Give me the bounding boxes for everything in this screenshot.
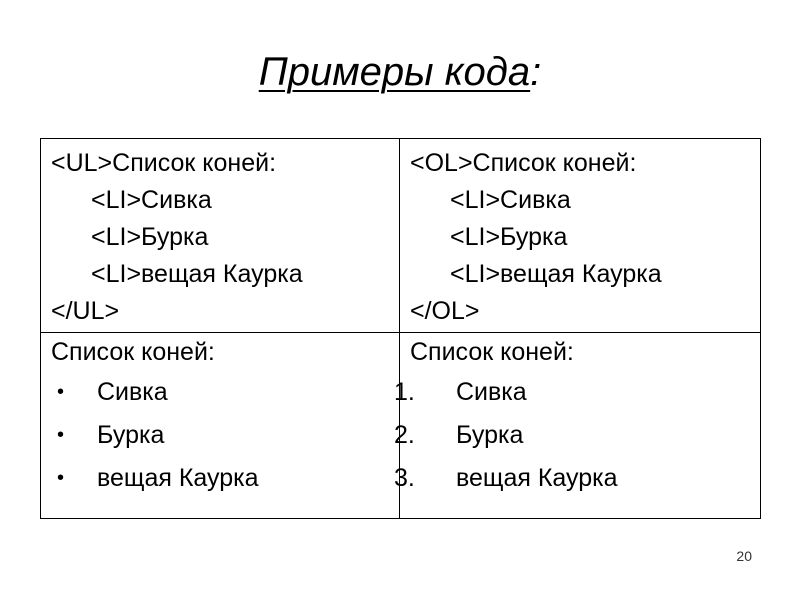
ol-render-block	[394, 333, 760, 500]
ul-code-item: <LI>вещая Каурка	[91, 260, 303, 288]
list-item-text: Сивка	[97, 378, 168, 406]
slide-title-text: Примеры кода	[258, 50, 531, 94]
ol-code-item: <LI>Сивка	[450, 186, 571, 214]
examples-table	[40, 138, 761, 519]
bulleted-list	[51, 371, 399, 500]
ul-render-cell	[41, 333, 400, 519]
ul-code-item: <LI>Сивка	[91, 186, 212, 214]
ol-code-cell	[400, 139, 761, 333]
ul-close-tag: </UL>	[51, 297, 120, 325]
render-row	[41, 333, 761, 519]
ol-code-block	[400, 139, 760, 330]
page-number: 20	[736, 548, 752, 564]
list-item	[394, 457, 760, 500]
ul-code-block	[41, 139, 399, 330]
code-row	[41, 139, 761, 333]
ol-code-item: <LI>вещая Каурка	[450, 260, 662, 288]
list-item	[394, 414, 760, 457]
slide-title-colon: :	[530, 50, 542, 94]
list-item-text: Сивка	[456, 378, 527, 406]
list-item-text: Бурка	[97, 421, 165, 449]
bullet-icon: •	[57, 467, 65, 489]
list-item-text: Бурка	[456, 421, 524, 449]
slide-title	[0, 47, 800, 97]
list-number: 1.	[394, 378, 415, 406]
list-item	[51, 371, 399, 414]
ol-close-tag: </OL>	[410, 297, 480, 325]
ul-code-item: <LI>Бурка	[91, 223, 209, 251]
bullet-icon: •	[57, 424, 65, 446]
list-item	[51, 457, 399, 500]
numbered-list	[394, 371, 760, 500]
ul-code-cell	[41, 139, 400, 333]
ol-open-tag: <OL>Список коней:	[410, 149, 637, 177]
ol-code-item: <LI>Бурка	[450, 223, 568, 251]
list-number: 2.	[394, 421, 415, 449]
list-item	[394, 371, 760, 414]
ol-render-heading: Список коней:	[410, 338, 574, 366]
ul-render-block	[41, 333, 399, 500]
list-number: 3.	[394, 464, 415, 492]
bullet-icon: •	[57, 381, 65, 403]
ul-open-tag: <UL>Список коней:	[51, 149, 277, 177]
list-item	[51, 414, 399, 457]
ul-render-heading: Список коней:	[51, 338, 215, 366]
list-item-text: вещая Каурка	[97, 464, 259, 492]
list-item-text: вещая Каурка	[456, 464, 618, 492]
ol-render-cell	[394, 333, 761, 519]
